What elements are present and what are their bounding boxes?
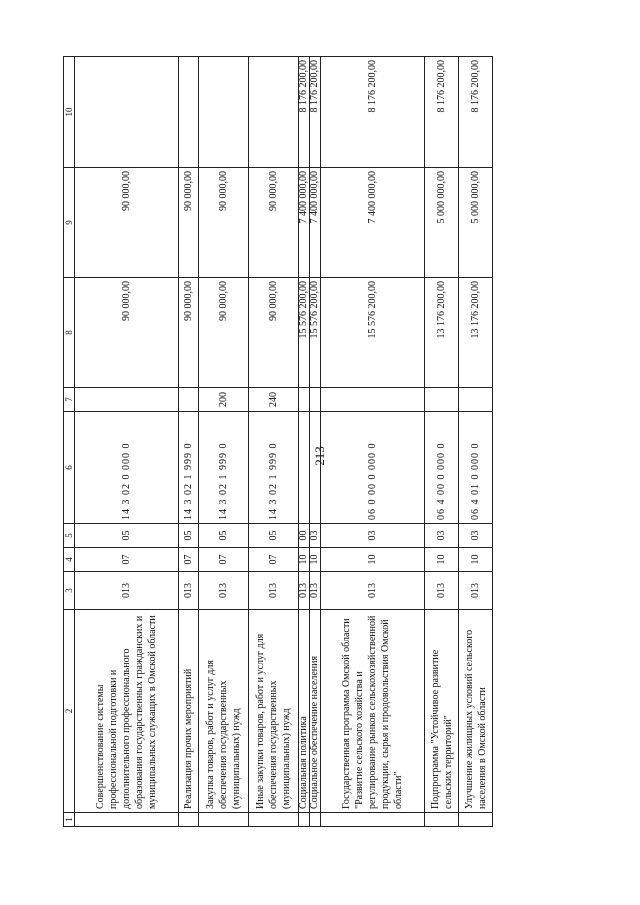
cell-target-code: 14 3 02 0 000 0 (75, 412, 179, 524)
header-cell: 4 (64, 548, 75, 572)
cell-num (310, 813, 321, 827)
cell-expense-type (179, 388, 199, 412)
header-cell: 2 (64, 610, 75, 813)
cell-name: Улучшение жилищных условий сельского населения в Омской области (459, 610, 493, 813)
cell-amount-b (179, 57, 199, 168)
table-row (179, 57, 199, 827)
cell-name: Подпрограмма "Устойчивое развитие сельских территорий" (425, 610, 459, 813)
cell-name: Иные закупки товаров, работ и услуг для обеспечения государственных (муниципальных) нужд (249, 610, 299, 813)
cell-amount-b: 8 176 200,00 (299, 57, 310, 168)
cell-admin: 013 (199, 572, 249, 610)
table-row (321, 57, 425, 827)
cell-amount-total: 15 576 200,00 (321, 278, 425, 388)
cell-amount-a: 90 000,00 (179, 168, 199, 278)
cell-num (321, 813, 425, 827)
cell-subsection: 05 (199, 524, 249, 548)
header-cell: 6 (64, 412, 75, 524)
cell-section: 10 (459, 548, 493, 572)
header-cell: 8 (64, 278, 75, 388)
cell-amount-total: 15 576 200,00 (310, 278, 321, 388)
cell-amount-b: 8 176 200,00 (425, 57, 459, 168)
cell-amount-a: 90 000,00 (75, 168, 179, 278)
cell-name: Социальная политика (299, 610, 310, 813)
cell-target-code (310, 412, 321, 524)
cell-num (75, 813, 179, 827)
cell-admin: 013 (321, 572, 425, 610)
cell-admin: 013 (425, 572, 459, 610)
cell-expense-type (321, 388, 425, 412)
cell-amount-a: 90 000,00 (249, 168, 299, 278)
cell-subsection: 05 (179, 524, 199, 548)
cell-amount-total: 13 176 200,00 (425, 278, 459, 388)
cell-name: Закупка товаров, работ и услуг для обеспечения государственных (муниципальных) нужд (199, 610, 249, 813)
header-cell: 5 (64, 524, 75, 548)
cell-target-code: 06 4 01 0 000 0 (459, 412, 493, 524)
cell-expense-type (425, 388, 459, 412)
cell-amount-a: 7 400 000,00 (310, 168, 321, 278)
cell-amount-total: 13 176 200,00 (459, 278, 493, 388)
header-cell: 9 (64, 168, 75, 278)
cell-subsection: 03 (459, 524, 493, 548)
table-row (425, 57, 459, 827)
budget-table-rotated (63, 57, 488, 827)
cell-num (425, 813, 459, 827)
cell-amount-total: 15 576 200,00 (299, 278, 310, 388)
cell-section: 07 (179, 548, 199, 572)
table-row (199, 57, 249, 827)
cell-amount-b: 8 176 200,00 (321, 57, 425, 168)
cell-amount-b: 8 176 200,00 (459, 57, 493, 168)
cell-name: Государственная программа Омской области "Развитие сельского хозяйства и регулирование рынков сельскохозяйственной продукции, сырья и продовольствия Омской области" (321, 610, 425, 813)
cell-expense-type (459, 388, 493, 412)
cell-name: Социальное обеспечение населения (310, 610, 321, 813)
cell-target-code: 06 4 00 0 000 0 (425, 412, 459, 524)
header-cell: 10 (64, 57, 75, 168)
cell-amount-total: 90 000,00 (199, 278, 249, 388)
cell-subsection: 00 (299, 524, 310, 548)
cell-amount-b (75, 57, 179, 168)
cell-admin: 013 (459, 572, 493, 610)
cell-name: Совершенствование системы профессиональной подготовки и дополнительного профессионального образования государственных гражданских и муниципальных служащих в Омской области (75, 610, 179, 813)
cell-section: 10 (299, 548, 310, 572)
cell-name: Реализация прочих мероприятий (179, 610, 199, 813)
cell-target-code: 06 0 00 0 000 0 (321, 412, 425, 524)
cell-amount-b (249, 57, 299, 168)
cell-expense-type (299, 388, 310, 412)
cell-subsection: 03 (425, 524, 459, 548)
cell-num (199, 813, 249, 827)
cell-num (299, 813, 310, 827)
cell-section: 07 (75, 548, 179, 572)
cell-amount-total: 90 000,00 (249, 278, 299, 388)
cell-expense-type: 200 (199, 388, 249, 412)
cell-amount-a: 7 400 000,00 (299, 168, 310, 278)
table-row (249, 57, 299, 827)
cell-section: 07 (199, 548, 249, 572)
cell-admin: 013 (179, 572, 199, 610)
cell-amount-a: 5 000 000,00 (425, 168, 459, 278)
cell-section: 10 (425, 548, 459, 572)
header-cell: 3 (64, 572, 75, 610)
cell-subsection: 03 (310, 524, 321, 548)
cell-expense-type (310, 388, 321, 412)
cell-amount-total: 90 000,00 (75, 278, 179, 388)
cell-amount-b (199, 57, 249, 168)
cell-num (459, 813, 493, 827)
cell-admin: 013 (75, 572, 179, 610)
cell-admin: 013 (310, 572, 321, 610)
table-row (75, 57, 179, 827)
cell-num (179, 813, 199, 827)
cell-target-code: 14 3 02 1 999 0 (199, 412, 249, 524)
cell-target-code (299, 412, 310, 524)
table-row (310, 57, 321, 827)
cell-admin: 013 (299, 572, 310, 610)
table-row (459, 57, 493, 827)
cell-section: 10 (310, 548, 321, 572)
cell-expense-type: 240 (249, 388, 299, 412)
header-row (64, 57, 75, 827)
header-cell: 7 (64, 388, 75, 412)
cell-subsection: 03 (321, 524, 425, 548)
cell-amount-total: 90 000,00 (179, 278, 199, 388)
cell-target-code: 14 3 02 1 999 0 (249, 412, 299, 524)
cell-amount-a: 90 000,00 (199, 168, 249, 278)
cell-amount-a: 5 000 000,00 (459, 168, 493, 278)
table-row (299, 57, 310, 827)
budget-table (63, 56, 493, 827)
page-number: 213 (312, 446, 327, 466)
cell-num (249, 813, 299, 827)
cell-target-code: 14 3 02 1 999 0 (179, 412, 199, 524)
cell-amount-a: 7 400 000,00 (321, 168, 425, 278)
cell-admin: 013 (249, 572, 299, 610)
header-cell: 1 (64, 813, 75, 827)
cell-amount-b: 8 176 200,00 (310, 57, 321, 168)
cell-section: 07 (249, 548, 299, 572)
cell-section: 10 (321, 548, 425, 572)
cell-expense-type (75, 388, 179, 412)
cell-subsection: 05 (249, 524, 299, 548)
cell-subsection: 05 (75, 524, 179, 548)
